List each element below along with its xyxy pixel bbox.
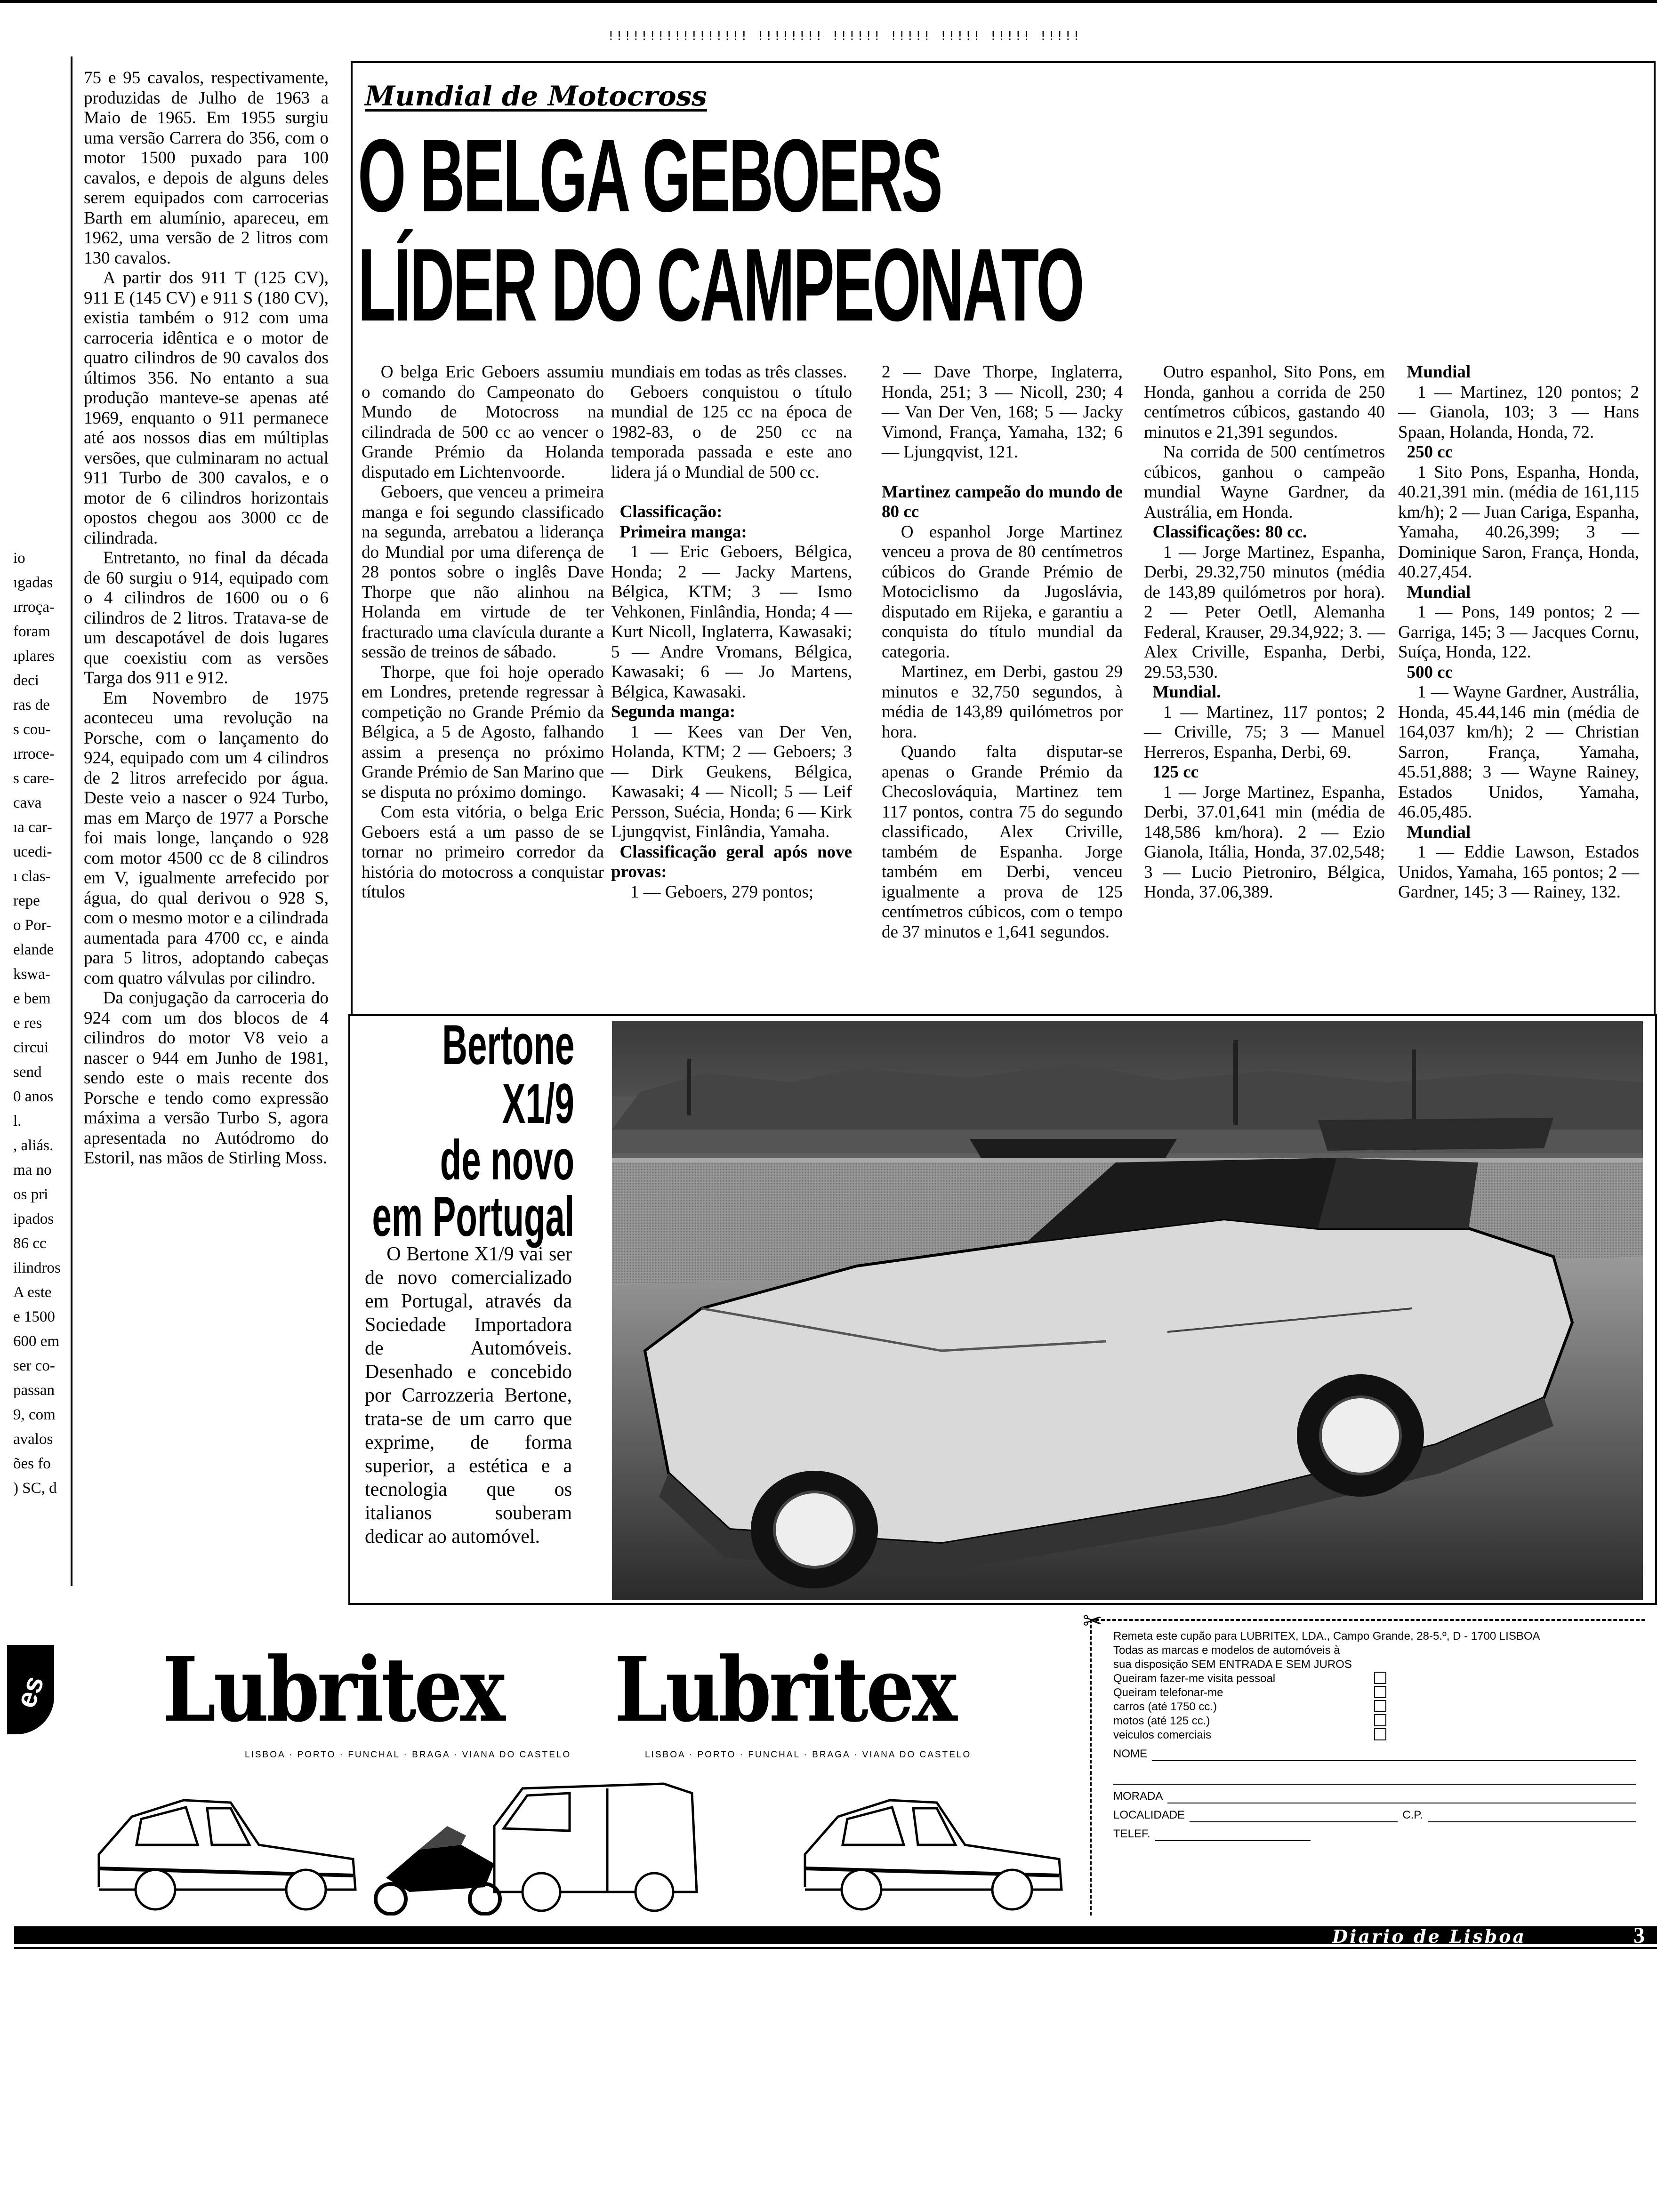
ad-brand-right: Lubritex (614, 1638, 955, 1742)
paragraph: 1 — Jorge Martinez, Espanha, Derbi, 29.32,750 minutos (média de 143,89 quilómetros por hora). 2 — Peter Oetll, Alemanha Federal, Krauser, 29.34,922; 3. — Alex Criville, Espanha, Derbi, 29.53,530. (1144, 542, 1385, 682)
paragraph: Thorpe, que foi hoje operado em Londres, pretende regressar à competição no Grande Prémio da Bélgica, a 5 de Agosto, falhando assim a presença no próximo Grande Prémio de San Marino que se disputa no próximo domingo. (362, 662, 604, 802)
subheading: Mundial (1407, 582, 1471, 602)
subheading: Segunda manga: (611, 702, 736, 721)
paragraph: 1 — Pons, 149 pontos; 2 — Garriga, 145; 3 — Jacques Cornu, Suíça, Honda, 122. (1398, 602, 1639, 662)
porsche-paragraph: Entretanto, no final da década de 60 surgiu o 914, equipado com o 4 cilindros de 1600 ou o 6 cilindros de 2 litros. Tratava-se de um descapotável de dois lugares que coexistiu com as versões Targa dos 911 e 912. (84, 548, 329, 688)
edge-fragment: os pri (13, 1186, 48, 1203)
paragraph: Na corrida de 500 centímetros cúbicos, ganhou o campeão mundial Wayne Gardner, da Austrália, em Honda. (1144, 442, 1385, 522)
footer-bar-thin (14, 1947, 1657, 1949)
localidade-field[interactable]: LOCALIDADE C.P. (1113, 1808, 1636, 1822)
coupon-left-border (1090, 1619, 1092, 1915)
edge-fragment: ırroça- (13, 599, 55, 616)
left-column-rule (71, 56, 72, 1586)
bertone-photo-svg (612, 1021, 1643, 1600)
paragraph: Geboers, que venceu a primeira manga e foi segundo classificado na segunda, arrebatou a liderança do Mundial por uma diferença de 28 pontos sobre o inglês Dave Thorpe que não alinhou na Holanda em virtude de ter fracturado uma clavícula durante a sessão de treinos de sábado. (362, 482, 604, 662)
paragraph: 1 — Eric Geboers, Bélgica, Honda; 2 — Jacky Martens, Bélgica, KTM; 3 — Ismo Vehkonen, Finlândia, Honda; 4 — Kurt Nicoll, Inglaterra, Kawasaki; 5 — Andre Vromans, Bélgica, Kawasaki; 6 — Jo Martens, Bélgica, Kawasaki. (611, 542, 852, 702)
edge-fragment: ilindros (13, 1259, 61, 1276)
footer-page-number: 3 (1633, 1923, 1645, 1948)
van-icon (494, 1784, 697, 1911)
edge-fragment: ipados (13, 1210, 54, 1227)
edge-fragment: A este (13, 1284, 52, 1301)
ad-brand-left: Lubritex (162, 1638, 503, 1742)
edge-fragment: 600 em (13, 1333, 60, 1350)
checkbox-telefonar[interactable] (1374, 1686, 1386, 1698)
edge-fragment: ıa car- (13, 819, 52, 836)
porsche-paragraph: Da conjugação da carroceria do 924 com um dos blocos de 4 cilindros do motor V8 veio a nascer o 944 em Junho de 1981, sendo este o mais recente dos Porsche e tendo como expressão máxima a versão Turbo S, agora apresentada no Autódromo do Estoril, nas mãos de Stirling Moss. (84, 988, 329, 1168)
edge-fragment: passan (13, 1382, 55, 1399)
coupon-form (1113, 1629, 1636, 1841)
top-strip: !!!!!!!!!!!!!!!!! !!!!!!!! !!!!!! !!!!! !!!!! !!!!! !!!!! (607, 29, 1081, 43)
nome-field[interactable]: NOME (1113, 1747, 1636, 1761)
subheading: 250 cc (1407, 442, 1453, 462)
edge-fragment: circui (13, 1039, 49, 1056)
ad-cities-left: LISBOA · PORTO · FUNCHAL · BRAGA · VIANA DO CASTELO (245, 1750, 571, 1760)
footer-masthead: Diario de Lisboa (1332, 1926, 1527, 1947)
porsche-paragraph: 75 e 95 cavalos, respectivamente, produzidas de Julho de 1963 a Maio de 1965. Em 1955 surgiu uma versão Carrera do 356, com o motor 1500 puxado para 100 cavalos, e depois de alguns deles serem equipados com carrocerias Barth em alumínio, apareceu, em 1962, uma versão de 2 litros com 130 cavalos. (84, 68, 329, 268)
paragraph: 1 — Martinez, 120 pontos; 2 — Gianola, 103; 3 — Hans Spaan, Holanda, Honda, 72. (1398, 382, 1639, 442)
checkbox-visita[interactable] (1374, 1672, 1386, 1684)
paragraph: 1 — Eddie Lawson, Estados Unidos, Yamaha, 165 pontos; 2 — Gardner, 145; 3 — Rainey, 132. (1398, 842, 1639, 902)
bertone-x19-photo (612, 1021, 1643, 1600)
bertone-title-3: de novo (440, 1129, 574, 1192)
subheading: Classificação geral após nove provas: (611, 842, 852, 882)
subheading: 125 cc (1152, 762, 1199, 782)
porsche-paragraph: A partir dos 911 T (125 CV), 911 E (145 CV) e 911 S (180 CV), existia também o 912 com uma carroceria idêntica e o motor de quatro cilindros de 90 cavalos dos últimos 356. No entanto a sua produção manteve-se apenas até 1969, enquanto o 911 permanece até aos nossos dias em múltiplas versões, que culminaram no actual 911 Turbo de 300 cavalos, e o motor de 6 cilindros horizontais opostos chegou aos 3000 cc de cilindrada. (84, 268, 329, 548)
motocross-col-2 (611, 362, 852, 902)
coupon-scissors: ✂ (1083, 1607, 1102, 1635)
paragraph: O espanhol Jorge Martinez venceu a prova de 80 centímetros cúbicos do Grande Prémio de Motociclismo da Jugoslávia, disputado em Rijeka, e garantiu a conquista do título mundial da categoria. (882, 522, 1123, 662)
edge-fragment: ser co- (13, 1357, 55, 1374)
edge-fragment: ucedi- (13, 843, 52, 860)
edge-fragment: ı clas- (13, 868, 51, 885)
edge-fragment: ras de (13, 697, 50, 713)
subheading: Martinez campeão do mundo de 80 cc (882, 482, 1123, 521)
edge-fragment: elande (13, 941, 54, 958)
edge-fragment: e res (13, 1015, 42, 1032)
edge-fragment: 9, com (13, 1406, 56, 1423)
edge-fragment: ) SC, d (13, 1480, 57, 1497)
edge-fragment: o Por- (13, 917, 51, 934)
edge-fragment: , aliás. (13, 1137, 54, 1154)
motocross-col-1 (362, 362, 604, 903)
coupon-option-1[interactable]: Queiram fazer-me visita pessoal (1113, 1672, 1386, 1686)
paragraph: 1 — Geboers, 279 pontos; (630, 882, 814, 902)
subheading: Mundial (1407, 362, 1471, 382)
motocross-col-5 (1398, 362, 1639, 903)
spacer (611, 482, 852, 502)
paragraph: Outro espanhol, Sito Pons, em Honda, ganhou a corrida de 250 centímetros cúbicos, gastando 40 minutos e 21,391 segundos. (1144, 362, 1385, 442)
edge-fragment: repe (13, 892, 40, 909)
edge-fragment: cava (13, 794, 42, 811)
ad-vehicles (89, 1774, 1083, 1915)
left-edge-column (13, 546, 84, 1500)
edge-fragment: ma no (13, 1162, 52, 1178)
edge-fragment: e 1500 (13, 1308, 55, 1325)
edge-fragment: ões fo (13, 1455, 51, 1472)
coupon-border (1090, 1619, 1645, 1621)
hatchback-left-icon (99, 1800, 355, 1909)
checkbox-comerciais[interactable] (1374, 1728, 1386, 1740)
checkbox-motos[interactable] (1374, 1714, 1386, 1726)
paragraph: 1 — Jorge Martinez, Espanha, Derbi, 37.01,641 min (média de 148,586 km/hora). 2 — Ezio Gianola, Itália, Honda, 37.02,548; 3 — Lucio Pietroniro, Bélgica, Honda, 37.06,389. (1144, 782, 1385, 902)
edge-fragment: 0 anos (13, 1088, 54, 1105)
coupon-option-5[interactable]: veiculos comerciais (1113, 1728, 1386, 1742)
paragraph: 1 Sito Pons, Espanha, Honda, 40.21,391 min. (média de 161,115 km/h); 2 — Juan Cariga, Espanha, Yamaha, 40.26,399; 3 — Dominique Saron, França, Honda, 40.27,454. (1398, 462, 1639, 582)
edge-fragment: ıgadas (13, 574, 53, 591)
telef-field[interactable]: TELEF. (1113, 1827, 1636, 1841)
porsche-paragraph: Em Novembro de 1975 aconteceu uma revolução na Porsche, com o lançamento do 924, equipado com um 4 cilindros de 2 litros arrefecido por água. Deste veio a nascer o 924 Turbo, mas em Março de 1977 a Porsche foi mais longe, lançando o 928 com motor 4500 cc de 8 cilindros em V, igualmente arrefecido por água, do qual derivou o 928 S, com o mesmo motor e a cilindrada aumentada para 4700 cc, e ainda para 5 litros, adoptando cabeças com quatro válvulas por cilindro. (84, 688, 329, 988)
motorcycle-icon (376, 1826, 500, 1914)
subheading: Mundial (1407, 822, 1471, 842)
edge-fragment: ırroce- (13, 745, 55, 762)
coupon-intro-1: Remeta este cupão para LUBRITEX, LDA., Campo Grande, 28-5.º, D - 1700 LISBOA (1113, 1630, 1540, 1643)
top-rule (0, 0, 1657, 3)
paragraph: 1 — Wayne Gardner, Austrália, Honda, 45.44,146 min (média de 164,037 km/h); 2 — Christian Sarron, França, Yamaha, 45.51,888; 3 — Wayne Rainey, Estados Unidos, Yamaha, 46.05,485. (1398, 682, 1639, 822)
bertone-title-4: em Portugal (372, 1185, 574, 1248)
blank-line (1113, 1773, 1636, 1785)
motocross-col-3 (882, 362, 1123, 942)
bertone-paragraph: O Bertone X1/9 vai ser de novo comercializado em Portugal, através da Sociedade Importadora de Automóveis. Desenhado e concebido por Carrozzeria Bertone, trata-se de um carro que exprime, de forma superior, a estética e a tecnologia que os italianos souberam dedicar ao automóvel. (365, 1243, 572, 1547)
paragraph: O belga Eric Geboers assumiu o comando do Campeonato do Mundo de Motocross na cilindrada de 500 cc ao vencer o Grande Prémio da Holanda disputado em Lichtenvoorde. (362, 362, 604, 482)
spacer (882, 463, 1123, 482)
ad-vehicles-svg (89, 1774, 1083, 1915)
hatchback-right-icon (805, 1800, 1062, 1909)
edge-fragment: ıplares (13, 648, 55, 665)
edge-fragment: avalos (13, 1431, 53, 1448)
section-kicker: Mundial de Motocross (365, 80, 707, 112)
paragraph: Geboers conquistou o título mundial de 125 cc na época de 1982-83, o de 250 cc na temporada passada e este ano lidera já o Mundial de 500 cc. (611, 382, 852, 482)
paragraph: Com esta vitória, o belga Eric Geboers está a um passo de se tornar no primeiro corredor da história do motocross a conquistar títulos (362, 802, 604, 902)
edge-fragment: send (13, 1064, 42, 1081)
headline-line2: LÍDER DO CAMPEONATO (358, 227, 1083, 343)
edge-fragment: foram (13, 623, 50, 640)
coupon-option-2[interactable]: Queiram telefonar-me (1113, 1686, 1386, 1700)
edge-fragment: e bem (13, 990, 51, 1007)
subheading: Classificação: (619, 502, 723, 521)
subheading: Mundial. (1152, 682, 1221, 702)
checkbox-carros[interactable] (1374, 1700, 1386, 1712)
paragraph: 2 — Dave Thorpe, Inglaterra, Honda, 251; 3 — Nicoll, 230; 4 — Van Der Ven, 168; 5 — Jacky Vimond, França, Yamaha, 132; 6 — Ljungqvist, 121. (882, 362, 1123, 462)
motocross-col-4 (1144, 362, 1385, 903)
edge-fragment: 86 cc (13, 1235, 47, 1252)
coupon-option-4[interactable]: motos (até 125 cc.) (1113, 1714, 1386, 1728)
paragraph: Quando falta disputar-se apenas o Grande Prémio da Checoslováquia, Martinez tem 117 pontos, contra 75 do segundo classificado, Alex Criville, também de Espanha. Jorge também em Derbi, venceu igualmente a prova de 125 centímetros cúbicos, com o tempo de 37 minutos e 1,641 segundos. (882, 742, 1123, 942)
coupon-intro-3: sua disposição SEM ENTRADA E SEM JUROS (1113, 1658, 1352, 1671)
edge-fragment: l. (13, 1113, 22, 1130)
subheading: Primeira manga: (619, 522, 747, 542)
edge-fragment: io (13, 550, 25, 567)
ad-side-tab-text: es (9, 1671, 50, 1712)
edge-fragment: kswa- (13, 966, 50, 983)
bertone-body (365, 1242, 572, 1548)
edge-fragment: s cou- (13, 721, 51, 738)
morada-field[interactable]: MORADA (1113, 1789, 1636, 1803)
paragraph: mundiais em todas as três classes. (611, 362, 847, 382)
ad-cities-right: LISBOA · PORTO · FUNCHAL · BRAGA · VIANA DO CASTELO (645, 1750, 972, 1760)
coupon-option-3[interactable]: carros (até 1750 cc.) (1113, 1700, 1386, 1714)
paragraph: 1 — Martinez, 117 pontos; 2 — Criville, 75; 3 — Manuel Herreros, Espanha, Derbi, 69. (1144, 702, 1385, 762)
bertone-title-1: Bertone (442, 1013, 574, 1076)
edge-fragment: s care- (13, 770, 55, 787)
subheading: Classificações: 80 cc. (1152, 522, 1307, 542)
subheading: 500 cc (1407, 662, 1453, 682)
paragraph: 1 — Kees van Der Ven, Holanda, KTM; 2 — Geboers; 3 — Dirk Geukens, Bélgica, Kawasaki; 4 — Nicoll; 5 — Leif Persson, Suécia, Honda; 6 — Kirk Ljungqvist, Finlândia, Yamaha. (611, 722, 852, 842)
headline-line1: O BELGA GEBOERS (358, 118, 941, 233)
porsche-column (84, 68, 329, 1169)
bertone-title-2: X1/9 (502, 1072, 574, 1135)
edge-fragment: deci (13, 672, 39, 689)
coupon-intro-2: Todas as marcas e modelos de automóveis à (1113, 1644, 1340, 1657)
paragraph: Martinez, em Derbi, gastou 29 minutos e 32,750 segundos, à média de 143,89 quilómetros por hora. (882, 662, 1123, 742)
